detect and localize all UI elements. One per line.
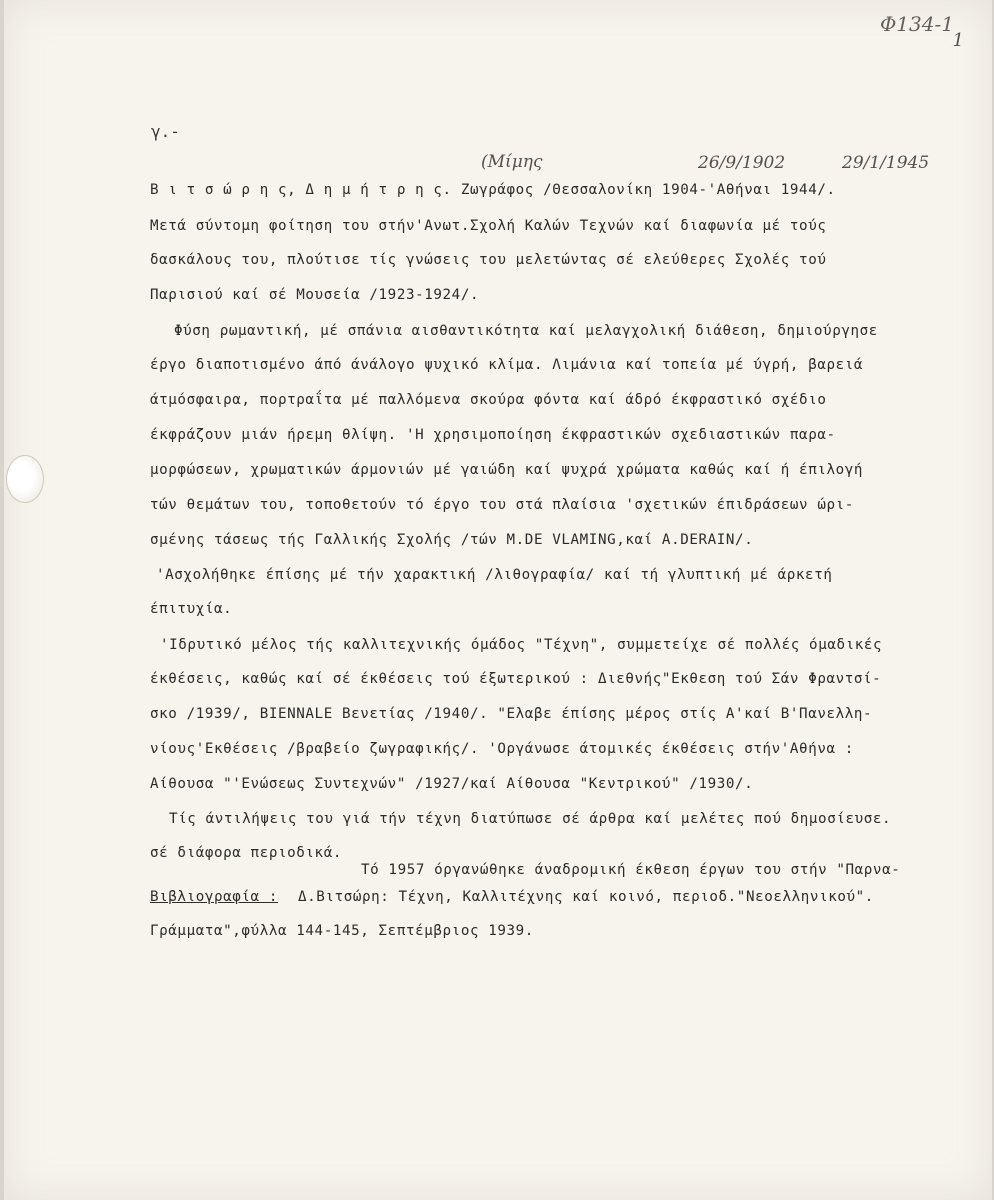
handwritten-birth-date: 26/9/1902 — [698, 153, 786, 173]
text-line: τών θεμάτων του, τοποθετούν τό έργο του στά πλαίσια 'σχετικών έπιδράσεων ώρι- — [150, 497, 854, 513]
text-line: 'Ασχολήθηκε έπίσης μέ τήν χαρακτική /λιθογραφία/ καί τή γλυπτική μέ άρκετή — [156, 567, 833, 583]
punch-hole — [6, 455, 44, 503]
text-line: Παρισιού καί σέ Μουσεία /1923-1924/. — [150, 287, 480, 303]
page-number: 1 — [952, 30, 964, 51]
section-mark: γ.- — [151, 122, 180, 141]
text-line: έκθέσεις, καθώς καί σέ έκθέσεις τού έξωτερικού : Διεθνής"Εκθεση τού Σάν Φραντσί- — [150, 671, 882, 687]
text-line: Γράμματα",φύλλα 144-145, Σεπτέμβριος 1939. — [150, 923, 534, 939]
text-line: σκο /1939/, BIENNALE Βενετίας /1940/. "Ελαβε έπίσης μέρος στίς Α'καί Β'Πανελλη- — [150, 706, 873, 722]
document-page — [4, 0, 992, 1200]
text-line: έκφράζουν μιάν ήρεμη θλίψη. 'Η χρησιμοποίηση έκφραστικών σχεδιαστικών παρα- — [150, 427, 836, 443]
text-line: Μετά σύντομη φοίτηση του στήν'Ανωτ.Σχολή Καλών Τεχνών καί διαφωνία μέ τούς — [150, 218, 827, 234]
text-line: Αίθουσα "'Ενώσεως Συντεχνών" /1927/καί Αίθουσα "Κεντρικού" /1930/. — [150, 776, 754, 792]
text-line: άτμόσφαιρα, πορτραΐτα μέ παλλόμενα σκούρα φόντα καί άδρό έκφραστικό σχέδιο — [150, 392, 827, 408]
handwritten-name-note: (Μίμης — [481, 152, 543, 172]
text-line: σμένης τάσεως τής Γαλλικής Σχολής /τών M.DE VLAMING,καί A.DERAIN/. — [150, 532, 754, 548]
text-line: Τίς άντιλήψεις του γιά τήν τέχνη διατύπωσε σέ άρθρα καί μελέτες πού δημοσίευσε. — [169, 811, 892, 827]
archive-reference-code: Φ134-1 — [879, 12, 954, 36]
text-line: μορφώσεων, χρωματικών άρμονιών μέ γαιώδη καί ψυχρά χρώματα καθώς καί ή έπιλογή — [150, 462, 864, 478]
text-line: έργο διαποτισμένο άπό άνάλογο ψυχικό κλίμα. Λιμάνια καί τοπεία μέ ύγρή, βαρειά — [150, 357, 864, 373]
handwritten-death-date: 29/1/1945 — [842, 153, 930, 173]
text-line: Δ.Βιτσώρη: Τέχνη, Καλλιτέχνης καί κοινό, περιοδ."Νεοελληνικού". — [298, 889, 874, 905]
text-line: Τό 1957 όργανώθηκε άναδρομική έκθεση έργων του στήν "Παρνα- — [361, 862, 901, 878]
text-line: Φύση ρωμαντική, μέ σπάνια αισθαντικότητα καί μελαγχολική διάθεση, δημιούργησε — [174, 323, 878, 339]
text-line: Β ι τ σ ώ ρ η ς, Δ η μ ή τ ρ η ς. Ζωγράφος /Θεσσαλονίκη 1904-'Αθήναι 1944/. — [150, 182, 836, 198]
text-line: σέ διάφορα περιοδικά. — [150, 845, 342, 861]
text-line: 'Ιδρυτικό μέλος τής καλλιτεχνικής όμάδος "Τέχνη", συμμετείχε σέ πολλές όμαδικές — [160, 637, 883, 653]
text-line: έπιτυχία. — [150, 601, 233, 617]
bibliography-label: Βιβλιογραφία : — [150, 889, 278, 905]
text-line: δασκάλους του, πλούτισε τίς γνώσεις του μελετώντας σέ ελεύθερες Σχολές τού — [150, 252, 827, 268]
text-line: νίους'Εκθέσεις /βραβείο ζωγραφικής/. 'Οργάνωσε άτομικές έκθέσεις στήν'Αθήνα : — [150, 741, 854, 757]
